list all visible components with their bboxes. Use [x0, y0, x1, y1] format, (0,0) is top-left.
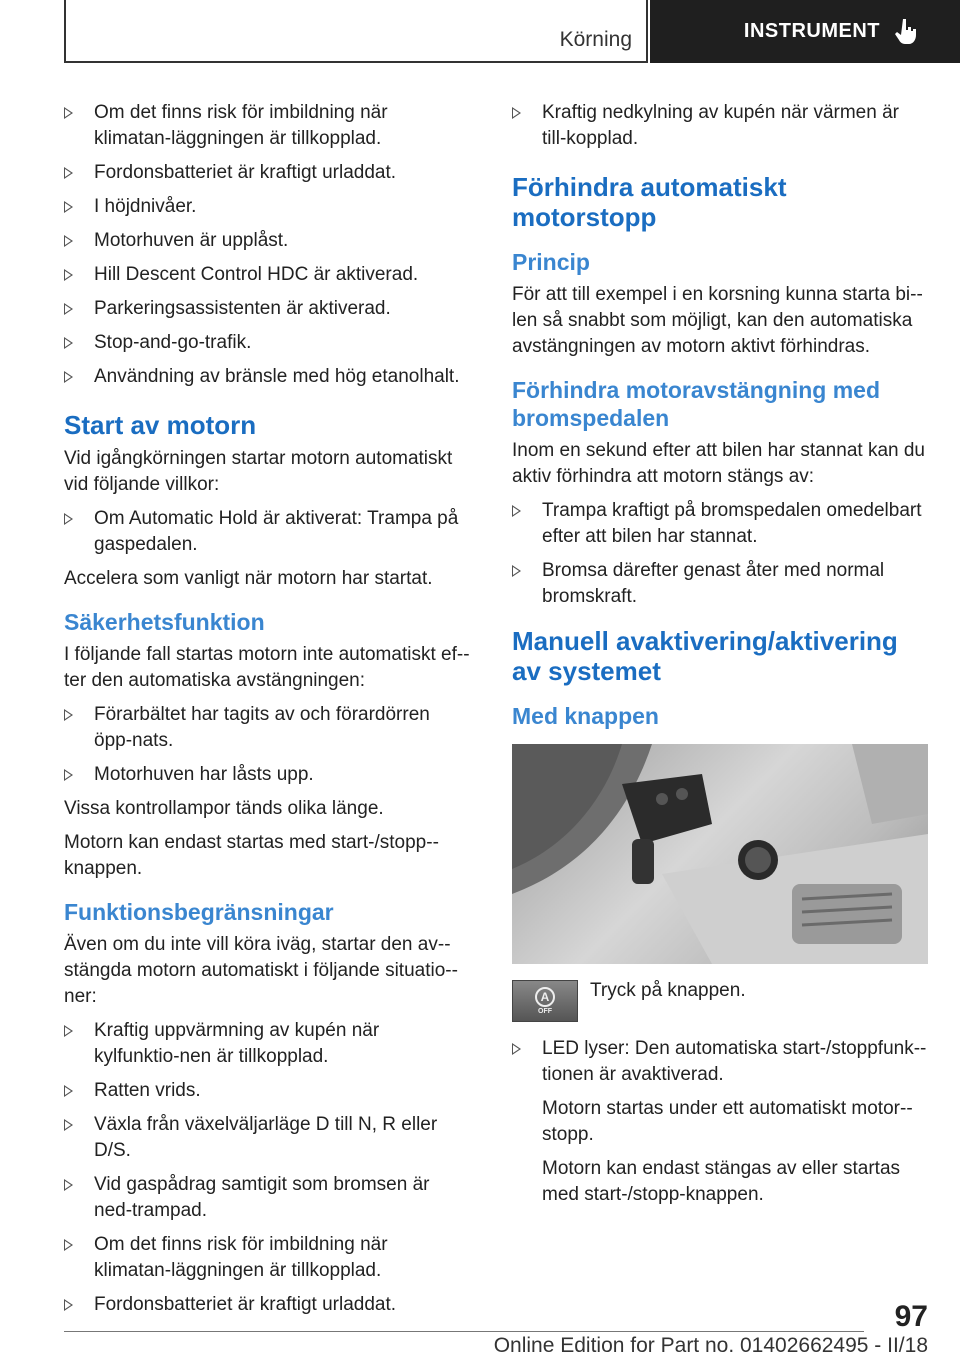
- prevent-heading: Förhindra automatiskt motorstopp: [512, 172, 787, 232]
- footer-divider: [64, 1331, 864, 1332]
- bullet-triangle-icon: [512, 1043, 521, 1055]
- brake-text: Inom en sekund efter att bilen har stannat kan du aktiv förhindra att motorn stängs av:: [512, 440, 925, 487]
- footer-edition: Online Edition for Part no. 01402662495 - II/18: [493, 1334, 928, 1357]
- limits-text: Även om du inte vill köra iväg, startar den av-stängda motorn automatiskt i följande situatio-ner:: [64, 934, 458, 1007]
- list-item: Om Automatic Hold är aktiverat: Trampa på gaspedalen.: [64, 506, 476, 558]
- limits-list: [64, 1018, 476, 1318]
- bullet-triangle-icon: [64, 1085, 73, 1097]
- start-list: [64, 506, 476, 558]
- list-item: Trampa kraftigt på bromspedalen omedelbart efter att bilen har stannat.: [512, 498, 928, 550]
- bullet-triangle-icon: [64, 1119, 73, 1131]
- safety-after-text: Motorn kan endast startas med start-/stopp-knappen.: [64, 832, 439, 879]
- steering-column-button-photo: [512, 744, 928, 964]
- chapter-title: INSTRUMENT: [743, 20, 880, 42]
- press-button-row: [512, 980, 928, 1022]
- button-heading: Med knappen: [512, 703, 659, 729]
- manual-heading: Manuell avaktivering/aktivering av systemet: [512, 626, 898, 686]
- bullet-triangle-icon: [64, 769, 73, 781]
- conditions-list-continued: [512, 100, 928, 152]
- bullet-triangle-icon: [64, 1299, 73, 1311]
- list-item: Kraftig uppvärmning av kupén när kylfunktio-nen är tillkopplad.: [64, 1018, 476, 1070]
- bullet-triangle-icon: [64, 107, 73, 119]
- led-list: [512, 1036, 928, 1088]
- bullet-triangle-icon: [512, 565, 521, 577]
- list-item: Förarbältet har tagits av och förardörren öpp-nats.: [64, 702, 476, 754]
- bullet-triangle-icon: [64, 269, 73, 281]
- list-item: Bromsa därefter genast åter med normal bromskraft.: [512, 558, 928, 610]
- bullet-triangle-icon: [64, 513, 73, 525]
- bullet-triangle-icon: [64, 1179, 73, 1191]
- safety-after-text: Vissa kontrollampor tänds olika länge.: [64, 798, 384, 819]
- bullet-triangle-icon: [64, 201, 73, 213]
- hand-pointer-icon: [894, 17, 920, 47]
- chapter-tab[interactable]: [650, 0, 960, 63]
- bullet-triangle-icon: [64, 371, 73, 383]
- list-item: Motorhuven är upplåst.: [64, 228, 476, 254]
- principle-heading: Princip: [512, 249, 590, 275]
- safety-list: [64, 702, 476, 788]
- bullet-triangle-icon: [64, 235, 73, 247]
- left-column: [64, 100, 476, 1326]
- list-item: Kraftig nedkylning av kupén när värmen är till-kopplad.: [512, 100, 928, 152]
- list-item: Användning av bränsle med hög etanolhalt.: [64, 364, 476, 390]
- bullet-triangle-icon: [64, 303, 73, 315]
- list-item: Fordonsbatteriet är kraftigt urladdat.: [64, 1292, 476, 1318]
- list-item: LED lyser: Den automatiska start-/stoppfunk-tionen är avaktiverad.: [512, 1036, 928, 1088]
- press-text: Tryck på knappen.: [590, 980, 746, 1001]
- auto-a-symbol: A: [535, 987, 555, 1007]
- list-item: Om det finns risk för imbildning när klimatan-läggningen är tillkopplad.: [64, 1232, 476, 1284]
- led-sub-text: Motorn startas under ett automatiskt motor-stopp.: [542, 1098, 913, 1145]
- brake-list: [512, 498, 928, 610]
- limits-heading: Funktionsbegränsningar: [64, 899, 334, 925]
- bullet-triangle-icon: [64, 709, 73, 721]
- bullet-triangle-icon: [64, 337, 73, 349]
- list-item: Vid gaspådrag samtigit som bromsen är ned-trampad.: [64, 1172, 476, 1224]
- start-text: Vid igångkörningen startar motorn automatiskt vid följande villkor:: [64, 448, 453, 495]
- list-item: Motorhuven har låsts upp.: [64, 762, 476, 788]
- list-item: I höjdnivåer.: [64, 194, 476, 220]
- list-item: Ratten vrids.: [64, 1078, 476, 1104]
- list-item: Stop-and-go-trafik.: [64, 330, 476, 356]
- bullet-triangle-icon: [512, 505, 521, 517]
- led-sub-text: Motorn kan endast stängas av eller startas med start-/stopp-knappen.: [542, 1158, 901, 1205]
- list-item: Fordonsbatteriet är kraftigt urladdat.: [64, 160, 476, 186]
- off-label: OFF: [538, 1008, 552, 1015]
- bullet-triangle-icon: [512, 107, 521, 119]
- right-column: [512, 100, 928, 1216]
- conditions-list: [64, 100, 476, 390]
- bullet-triangle-icon: [64, 1239, 73, 1251]
- section-title: Körning: [559, 28, 632, 51]
- auto-start-stop-off-button-icon: [512, 980, 578, 1022]
- safety-heading: Säkerhetsfunktion: [64, 609, 265, 635]
- list-item: Hill Descent Control HDC är aktiverad.: [64, 262, 476, 288]
- start-after-text: Accelera som vanligt när motorn har startat.: [64, 568, 433, 589]
- bullet-triangle-icon: [64, 1025, 73, 1037]
- safety-text: I följande fall startas motorn inte automatiskt ef-ter den automatiska avstängningen:: [64, 644, 470, 691]
- start-heading: Start av motorn: [64, 410, 257, 440]
- list-item: Parkeringsassistenten är aktiverad.: [64, 296, 476, 322]
- page-number: 97: [894, 1300, 928, 1333]
- list-item: Om det finns risk för imbildning när klimatan-läggningen är tillkopplad.: [64, 100, 476, 152]
- brake-heading: Förhindra motoravstängning med bromspedalen: [512, 377, 881, 431]
- list-item: Växla från växelväljarläge D till N, R eller D/S.: [64, 1112, 476, 1164]
- principle-text: För att till exempel i en korsning kunna starta bi-len så snabbt som möjligt, kan den automatiska avstängningen av motorn aktivt förhindras.: [512, 284, 923, 357]
- bullet-triangle-icon: [64, 167, 73, 179]
